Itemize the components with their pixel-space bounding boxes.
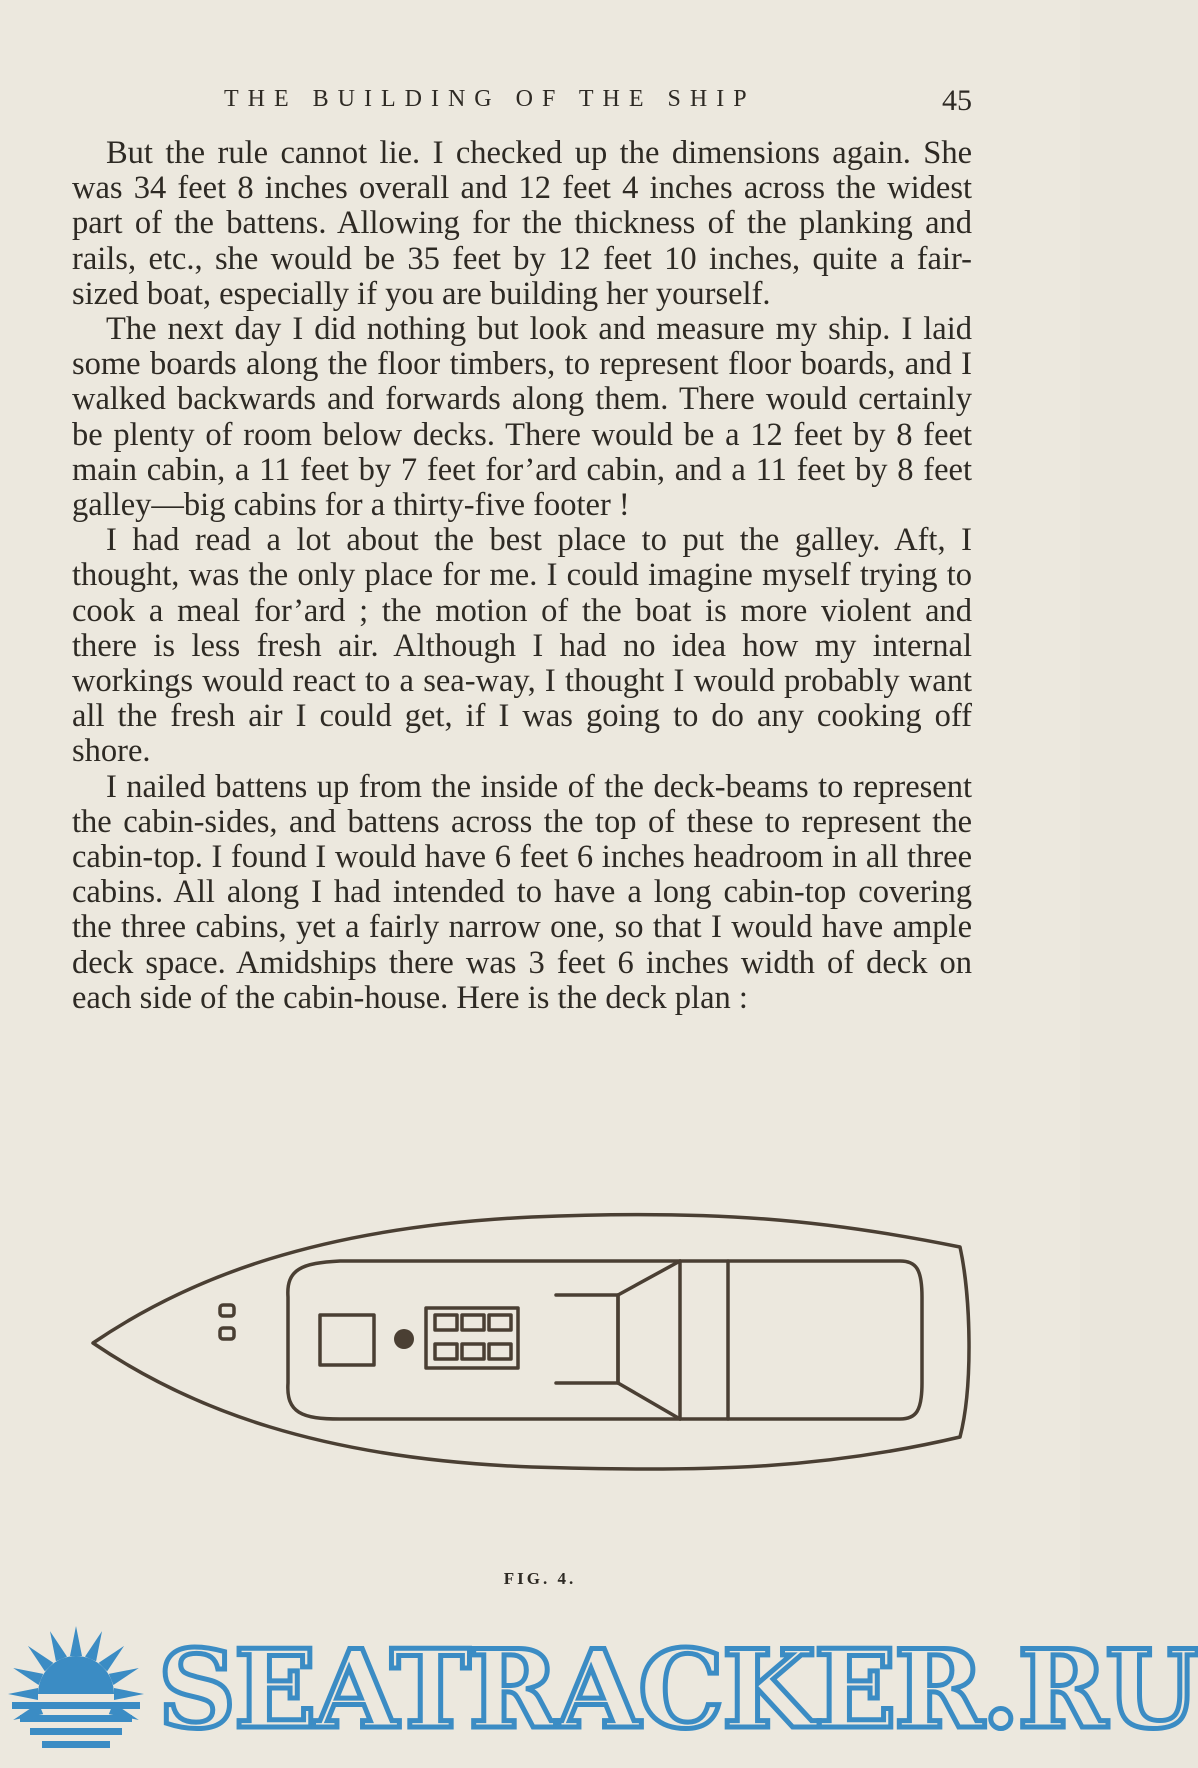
forward-hatch	[320, 1315, 374, 1365]
mast	[394, 1329, 414, 1349]
paragraph-2: The next day I did nothing but look and measure my ship. I laid some boards along the floor timbers, to represent floor boards, and I walked backwards and forwards along them. There would certainly be plenty of room below decks. There would be a 12 feet by 8 feet main cabin, a 11 feet by 7 feet for’ard cabin, and a 11 feet by 8 feet galley—big cabins for a thirty-five footer !	[72, 311, 972, 524]
cockpit-divider	[618, 1261, 680, 1295]
bow-fitting	[220, 1305, 234, 1316]
running-title: THE BUILDING OF THE SHIP	[224, 86, 756, 112]
running-head	[72, 86, 972, 126]
companionway	[556, 1295, 618, 1383]
paragraph-3: I had read a lot about the best place to put the galley. Aft, I thought, was the only place for me. I could imagine myself trying to cook a meal for’ard ; the motion of the boat is more violent and there is less fresh air. Although I had no idea how my internal workings would react to a sea-way, I thought I would probably want all the fresh air I could get, if I was going to do any cooking off shore.	[72, 522, 972, 770]
deck-plan-drawing	[80, 1205, 980, 1485]
skylight-pane	[489, 1315, 511, 1330]
paragraph-1: But the rule cannot lie. I checked up the dimensions again. She was 34 feet 8 inches overall and 12 feet 4 inches across the widest part of the battens. Allowing for the thickness of the planking and rails, etc., she would be 35 feet by 12 feet 10 inches, quite a fair-sized boat, especially if you are building her yourself.	[72, 135, 972, 312]
skylight-pane	[489, 1344, 511, 1359]
deck-plan-figure	[80, 1205, 980, 1485]
body-text	[72, 136, 972, 1016]
sun-logo-icon	[2, 1616, 150, 1766]
bow-fitting	[220, 1328, 234, 1339]
skylight-pane	[435, 1315, 457, 1330]
hull-outline	[93, 1215, 969, 1470]
watermark	[0, 1612, 1198, 1768]
figure-caption: FIG. 4.	[503, 1569, 577, 1588]
skylight-pane	[462, 1315, 484, 1330]
watermark-text: SEATRACKER.RU	[158, 1627, 1198, 1753]
page-number: 45	[942, 84, 972, 117]
paragraph-4: I nailed battens up from the inside of the deck-beams to represent the cabin-sides, and battens across the top of these to represent the cabin-top. I found I would have 6 feet 6 inches headroom in all three cabins. All along I had intended to have a long cabin-top covering the three cabins, yet a fairly narrow one, so that I would have ample deck space. Amidships there was 3 feet 6 inches width of deck on each side of the cabin-house. Here is the deck plan :	[72, 768, 972, 1016]
skylight-pane	[435, 1344, 457, 1359]
cabin-house	[288, 1261, 922, 1419]
skylight-pane	[462, 1344, 484, 1359]
cockpit-divider	[618, 1383, 680, 1419]
